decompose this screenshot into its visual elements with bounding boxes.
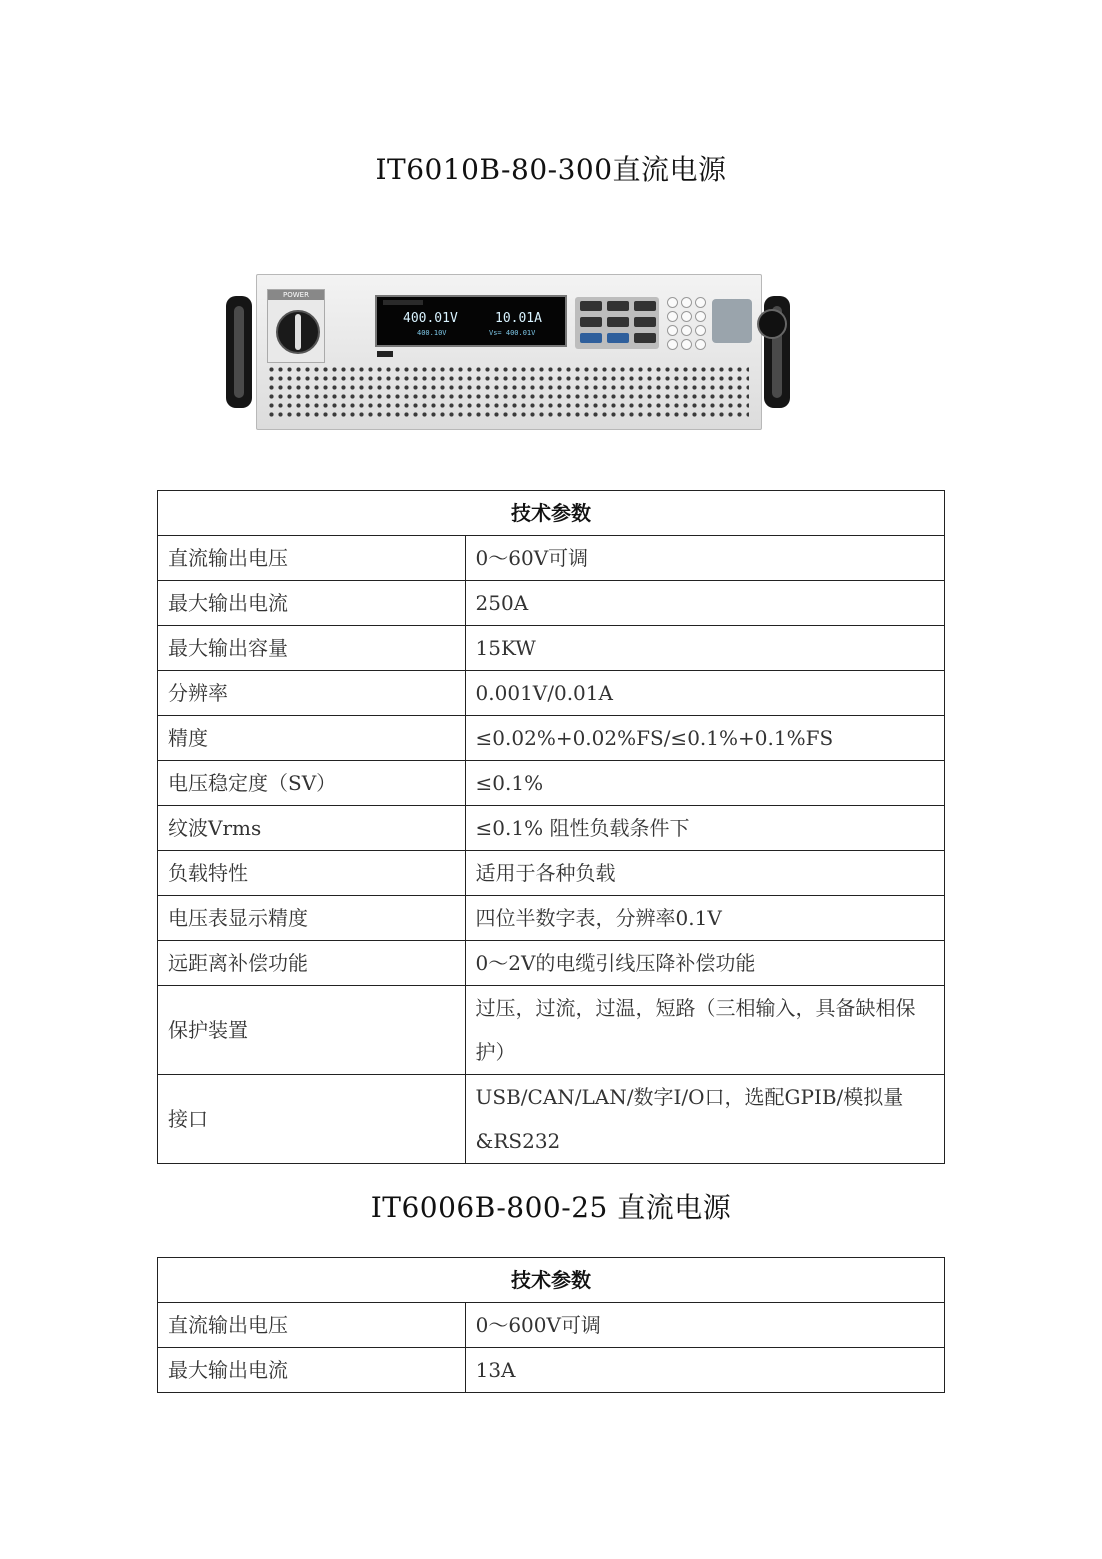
lcd-current: 10.01A xyxy=(495,311,542,326)
table-row xyxy=(158,581,945,626)
front-panel xyxy=(256,274,762,430)
param-value: 0～60V可调 xyxy=(465,536,944,581)
param-value: 250A xyxy=(465,581,944,626)
param-value: 适用于各种负载 xyxy=(465,851,944,896)
param-value: ≤0.1% 阻性负载条件下 xyxy=(465,806,944,851)
table-row xyxy=(158,626,945,671)
param-label: 最大输出电流 xyxy=(158,581,466,626)
left-handle-icon xyxy=(226,296,252,408)
table-header: 技术参数 xyxy=(158,491,945,536)
function-key xyxy=(634,333,656,343)
table-row xyxy=(158,896,945,941)
param-label: 最大输出容量 xyxy=(158,626,466,671)
lcd-voltage: 400.01V xyxy=(403,311,458,326)
param-label: 负载特性 xyxy=(158,851,466,896)
section2-title: IT6006B-800-25 直流电源 xyxy=(370,1191,732,1224)
section1-title: IT6010B-80-300直流电源 xyxy=(375,153,727,186)
table-row xyxy=(158,1075,945,1164)
param-value: 0.001V/0.01A xyxy=(465,671,944,716)
param-label: 电压稳定度（SV） xyxy=(158,761,466,806)
param-value: 过压，过流，过温，短路（三相输入，具备缺相保护） xyxy=(465,986,944,1075)
spec-table-2 xyxy=(157,1257,945,1393)
param-label: 电压表显示精度 xyxy=(158,896,466,941)
function-key xyxy=(580,301,602,311)
lcd-sub-right: Vs= 400.01V xyxy=(489,329,536,337)
arrow-keys-icon xyxy=(712,299,752,343)
param-value: 15KW xyxy=(465,626,944,671)
table-row xyxy=(158,671,945,716)
param-label: 分辨率 xyxy=(158,671,466,716)
function-key xyxy=(607,317,629,327)
function-key xyxy=(580,333,602,343)
function-key xyxy=(634,301,656,311)
function-key xyxy=(607,301,629,311)
function-keys xyxy=(575,297,659,349)
table-row xyxy=(158,761,945,806)
param-value: USB/CAN/LAN/数字I/O口，选配GPIB/模拟量&RS232 xyxy=(465,1075,944,1164)
param-value: ≤0.1% xyxy=(465,761,944,806)
table-header: 技术参数 xyxy=(158,1258,945,1303)
param-label: 接口 xyxy=(158,1075,466,1164)
param-label: 直流输出电压 xyxy=(158,536,466,581)
param-label: 精度 xyxy=(158,716,466,761)
function-key xyxy=(634,317,656,327)
function-key xyxy=(607,333,629,343)
lcd-header-bar xyxy=(383,300,423,305)
lcd-display xyxy=(375,295,567,347)
table-row xyxy=(158,1348,945,1393)
power-supply-image xyxy=(222,270,794,432)
rotary-knob-icon xyxy=(757,309,787,339)
table-row xyxy=(158,941,945,986)
table-row xyxy=(158,536,945,581)
function-key xyxy=(580,317,602,327)
power-switch xyxy=(267,289,325,363)
numeric-keypad xyxy=(667,297,711,347)
table-row xyxy=(158,1303,945,1348)
param-label: 直流输出电压 xyxy=(158,1303,466,1348)
table-row xyxy=(158,716,945,761)
table-row xyxy=(158,806,945,851)
param-label: 保护装置 xyxy=(158,986,466,1075)
param-value: 0～600V可调 xyxy=(465,1303,944,1348)
table-row xyxy=(158,851,945,896)
usb-port-icon xyxy=(377,351,393,357)
param-value: ≤0.02%+0.02%FS/≤0.1%+0.1%FS xyxy=(465,716,944,761)
vent-grille xyxy=(267,365,749,421)
power-knob-icon xyxy=(276,310,320,354)
param-label: 最大输出电流 xyxy=(158,1348,466,1393)
param-value: 四位半数字表，分辨率0.1V xyxy=(465,896,944,941)
param-value: 13A xyxy=(465,1348,944,1393)
param-value: 0～2V的电缆引线压降补偿功能 xyxy=(465,941,944,986)
power-label: POWER xyxy=(268,290,324,300)
table-row xyxy=(158,986,945,1075)
param-label: 纹波Vrms xyxy=(158,806,466,851)
param-label: 远距离补偿功能 xyxy=(158,941,466,986)
spec-table-1 xyxy=(157,490,945,1164)
lcd-sub-left: 400.10V xyxy=(417,329,447,337)
